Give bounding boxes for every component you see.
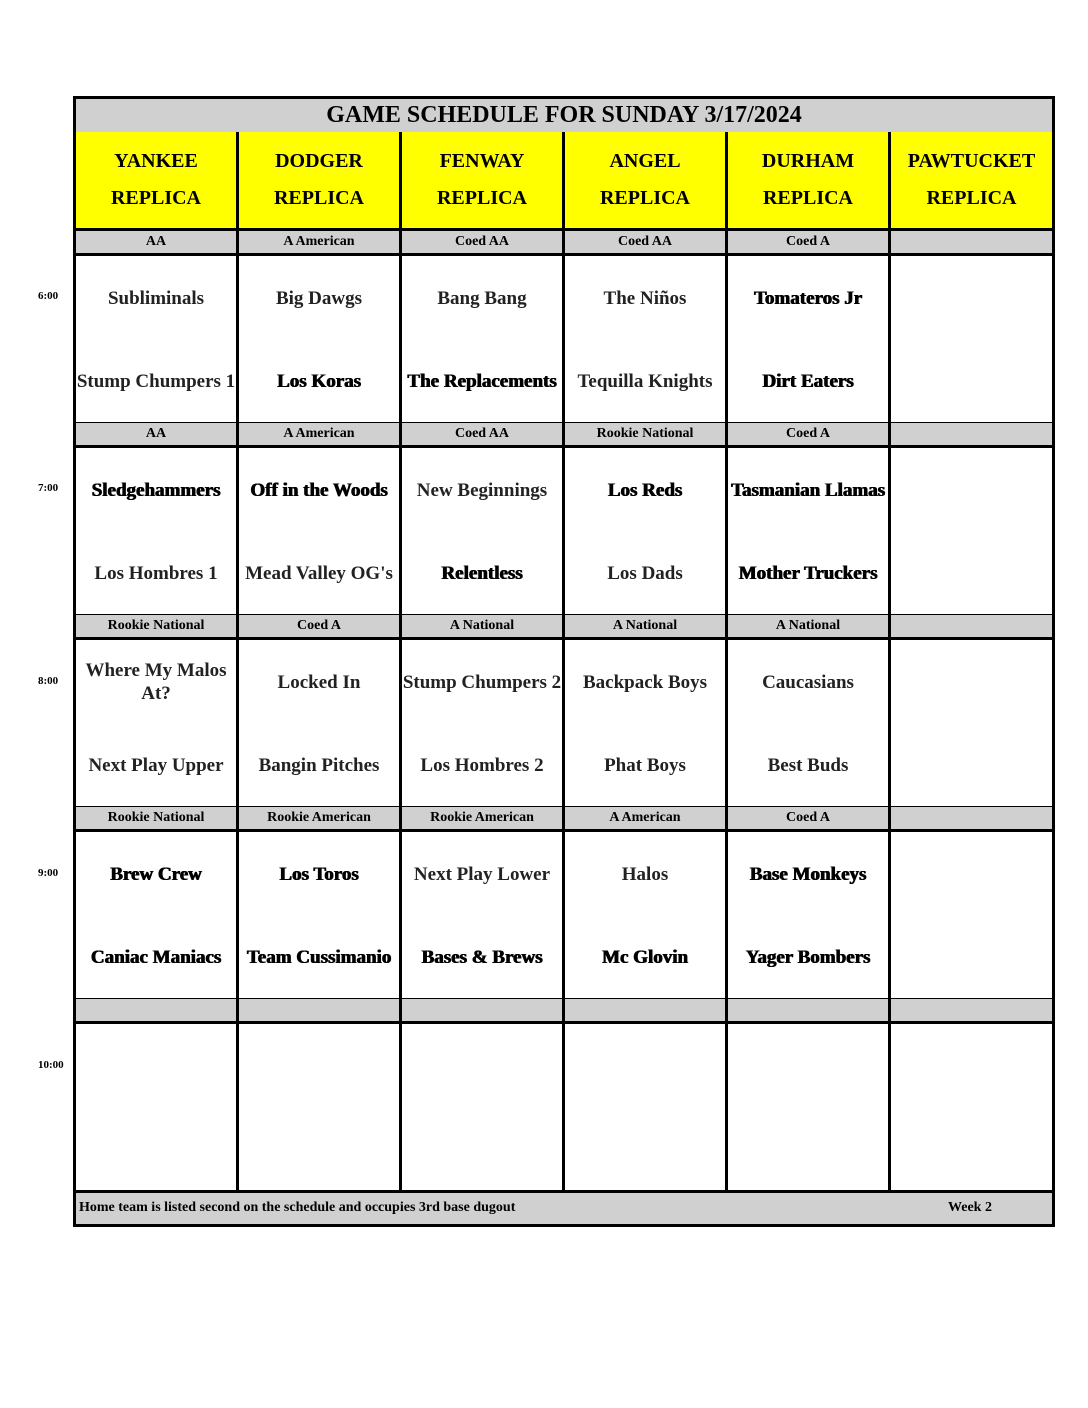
away-team	[891, 256, 1052, 340]
division-label: Rookie National	[565, 423, 728, 445]
division-row	[76, 999, 1052, 1024]
game-cell	[76, 256, 239, 422]
division-label: Rookie National	[76, 615, 239, 637]
division-label	[76, 999, 239, 1021]
home-team: The Replacements	[407, 370, 557, 392]
field-header: FENWAY REPLICA	[402, 132, 565, 228]
away-team	[239, 1024, 399, 1108]
away-team: Sledgehammers	[91, 479, 221, 501]
away-team: Backpack Boys	[582, 671, 708, 693]
game-cell	[402, 448, 565, 614]
division-label	[891, 807, 1052, 829]
time-label: 6:00	[38, 290, 59, 302]
home-team	[891, 1108, 1052, 1190]
away-team	[402, 1024, 562, 1108]
away-team: Los Toros	[279, 863, 359, 885]
game-cell	[565, 1024, 728, 1190]
game-cell	[76, 448, 239, 614]
game-cell	[565, 640, 728, 806]
field-header: DODGER REPLICA	[239, 132, 402, 228]
division-label: Coed AA	[402, 231, 565, 253]
away-team: Tomateros Jr	[753, 287, 863, 309]
game-cell	[239, 1024, 402, 1190]
home-team: Mead Valley OG's	[245, 562, 393, 584]
division-label: Rookie National	[76, 807, 239, 829]
field-header: PAWTUCKET REPLICA	[907, 150, 1036, 209]
home-team: Best Buds	[767, 754, 849, 776]
game-cell	[565, 448, 728, 614]
division-label: A National	[565, 615, 728, 637]
field-header: ANGEL REPLICA	[565, 132, 728, 228]
game-cell	[565, 832, 728, 998]
away-team: Subliminals	[107, 287, 205, 309]
game-cell	[239, 256, 402, 422]
game-cell	[728, 832, 891, 998]
division-label: A American	[239, 231, 402, 253]
field-header-row	[76, 132, 1052, 231]
home-team: Caniac Maniacs	[90, 946, 222, 968]
division-label: Coed AA	[402, 423, 565, 445]
time-label: 7:00	[38, 482, 59, 494]
away-team: Stump Chumpers 2	[402, 671, 562, 693]
game-row	[76, 448, 1052, 617]
away-team: Locked In	[277, 671, 361, 693]
game-cell	[565, 256, 728, 422]
away-team	[891, 640, 1052, 724]
game-cell	[76, 640, 239, 806]
away-team	[76, 1024, 236, 1108]
game-cell	[891, 1024, 1052, 1190]
away-team	[891, 1024, 1052, 1108]
division-label	[891, 423, 1052, 445]
away-team: Brew Crew	[110, 863, 202, 885]
game-row	[76, 1024, 1052, 1193]
away-team: New Beginnings	[416, 479, 548, 501]
division-label	[891, 615, 1052, 637]
division-label: Rookie American	[402, 807, 565, 829]
game-cell	[728, 1024, 891, 1190]
division-label: A American	[239, 423, 402, 445]
away-team: The Niños	[603, 287, 687, 309]
home-team: Los Koras	[277, 370, 361, 392]
division-label: A National	[728, 615, 891, 637]
away-team	[891, 448, 1052, 532]
home-team: Phat Boys	[604, 754, 686, 776]
away-team: Tasmanian Llamas	[731, 479, 885, 501]
home-team: Stump Chumpers 1	[76, 370, 236, 392]
schedule-title: GAME SCHEDULE FOR SUNDAY 3/17/2024	[76, 99, 1052, 135]
game-row	[76, 832, 1052, 1001]
game-cell	[239, 640, 402, 806]
game-cell	[239, 832, 402, 998]
division-row	[76, 807, 1052, 832]
home-team-note: Home team is listed second on the schedule and occupies 3rd base dugout	[79, 1200, 516, 1215]
away-team: Caucasians	[762, 671, 854, 693]
schedule-table	[73, 96, 1055, 1227]
home-team	[565, 1108, 725, 1190]
home-team	[891, 724, 1052, 806]
away-team: Where My Malos At?	[85, 660, 227, 704]
game-cell	[239, 448, 402, 614]
home-team: Los Hombres 2	[420, 754, 544, 776]
home-team	[891, 340, 1052, 422]
away-team: Los Reds	[607, 479, 683, 501]
away-team: Off in the Woods	[250, 479, 388, 501]
time-label: 9:00	[38, 867, 59, 879]
game-row	[76, 256, 1052, 425]
game-cell	[76, 1024, 239, 1190]
field-header: YANKEE REPLICA	[76, 132, 239, 228]
away-team: Big Dawgs	[275, 287, 363, 309]
division-label	[728, 999, 891, 1021]
division-label	[891, 999, 1052, 1021]
division-row	[76, 615, 1052, 640]
home-team	[402, 1108, 562, 1190]
division-label: Coed A	[728, 231, 891, 253]
home-team: Los Hombres 1	[94, 562, 218, 584]
game-cell	[891, 640, 1052, 806]
home-team: Tequilla Knights	[577, 370, 713, 392]
division-label	[891, 231, 1052, 253]
game-row	[76, 640, 1052, 809]
away-team: Halos	[621, 863, 669, 885]
game-cell	[402, 1024, 565, 1190]
home-team: Bases & Brews	[421, 946, 543, 968]
home-team: Mother Truckers	[738, 562, 878, 584]
division-label: A National	[402, 615, 565, 637]
home-team: Mc Glovin	[601, 946, 689, 968]
division-label: Coed AA	[565, 231, 728, 253]
home-team	[76, 1108, 236, 1190]
time-label: 10:00	[38, 1059, 64, 1071]
time-label: 8:00	[38, 675, 59, 687]
game-cell	[402, 256, 565, 422]
division-label: Coed A	[728, 807, 891, 829]
division-label	[402, 999, 565, 1021]
game-cell	[76, 832, 239, 998]
home-team	[728, 1108, 888, 1190]
week-label: Week 2	[948, 1200, 992, 1215]
home-team	[239, 1108, 399, 1190]
away-team: Next Play Lower	[413, 863, 551, 885]
home-team: Los Dads	[607, 562, 683, 584]
game-cell	[728, 448, 891, 614]
field-header: DURHAM REPLICA	[728, 132, 891, 228]
game-cell	[891, 448, 1052, 614]
game-cell	[891, 256, 1052, 422]
game-cell	[891, 832, 1052, 998]
division-label: AA	[76, 231, 239, 253]
home-team: Bangin Pitches	[258, 754, 380, 776]
home-team: Team Cussimanio	[246, 946, 392, 968]
division-label: A American	[565, 807, 728, 829]
away-team: Base Monkeys	[749, 863, 867, 885]
away-team	[891, 832, 1052, 916]
game-cell	[402, 640, 565, 806]
division-label	[565, 999, 728, 1021]
away-team	[728, 1024, 888, 1108]
division-label	[239, 999, 402, 1021]
home-team	[891, 532, 1052, 614]
home-team: Yager Bombers	[745, 946, 871, 968]
away-team: Bang Bang	[437, 287, 527, 309]
home-team: Relentless	[441, 562, 523, 584]
division-label: AA	[76, 423, 239, 445]
home-team	[891, 916, 1052, 998]
division-label: Coed A	[239, 615, 402, 637]
home-team: Dirt Eaters	[762, 370, 854, 392]
division-row	[76, 423, 1052, 448]
game-cell	[728, 256, 891, 422]
division-label: Coed A	[728, 423, 891, 445]
game-cell	[728, 640, 891, 806]
game-cell	[402, 832, 565, 998]
division-label: Rookie American	[239, 807, 402, 829]
footer-row	[76, 1193, 1052, 1224]
away-team	[565, 1024, 725, 1108]
home-team: Next Play Upper	[88, 754, 224, 776]
division-row	[76, 231, 1052, 256]
